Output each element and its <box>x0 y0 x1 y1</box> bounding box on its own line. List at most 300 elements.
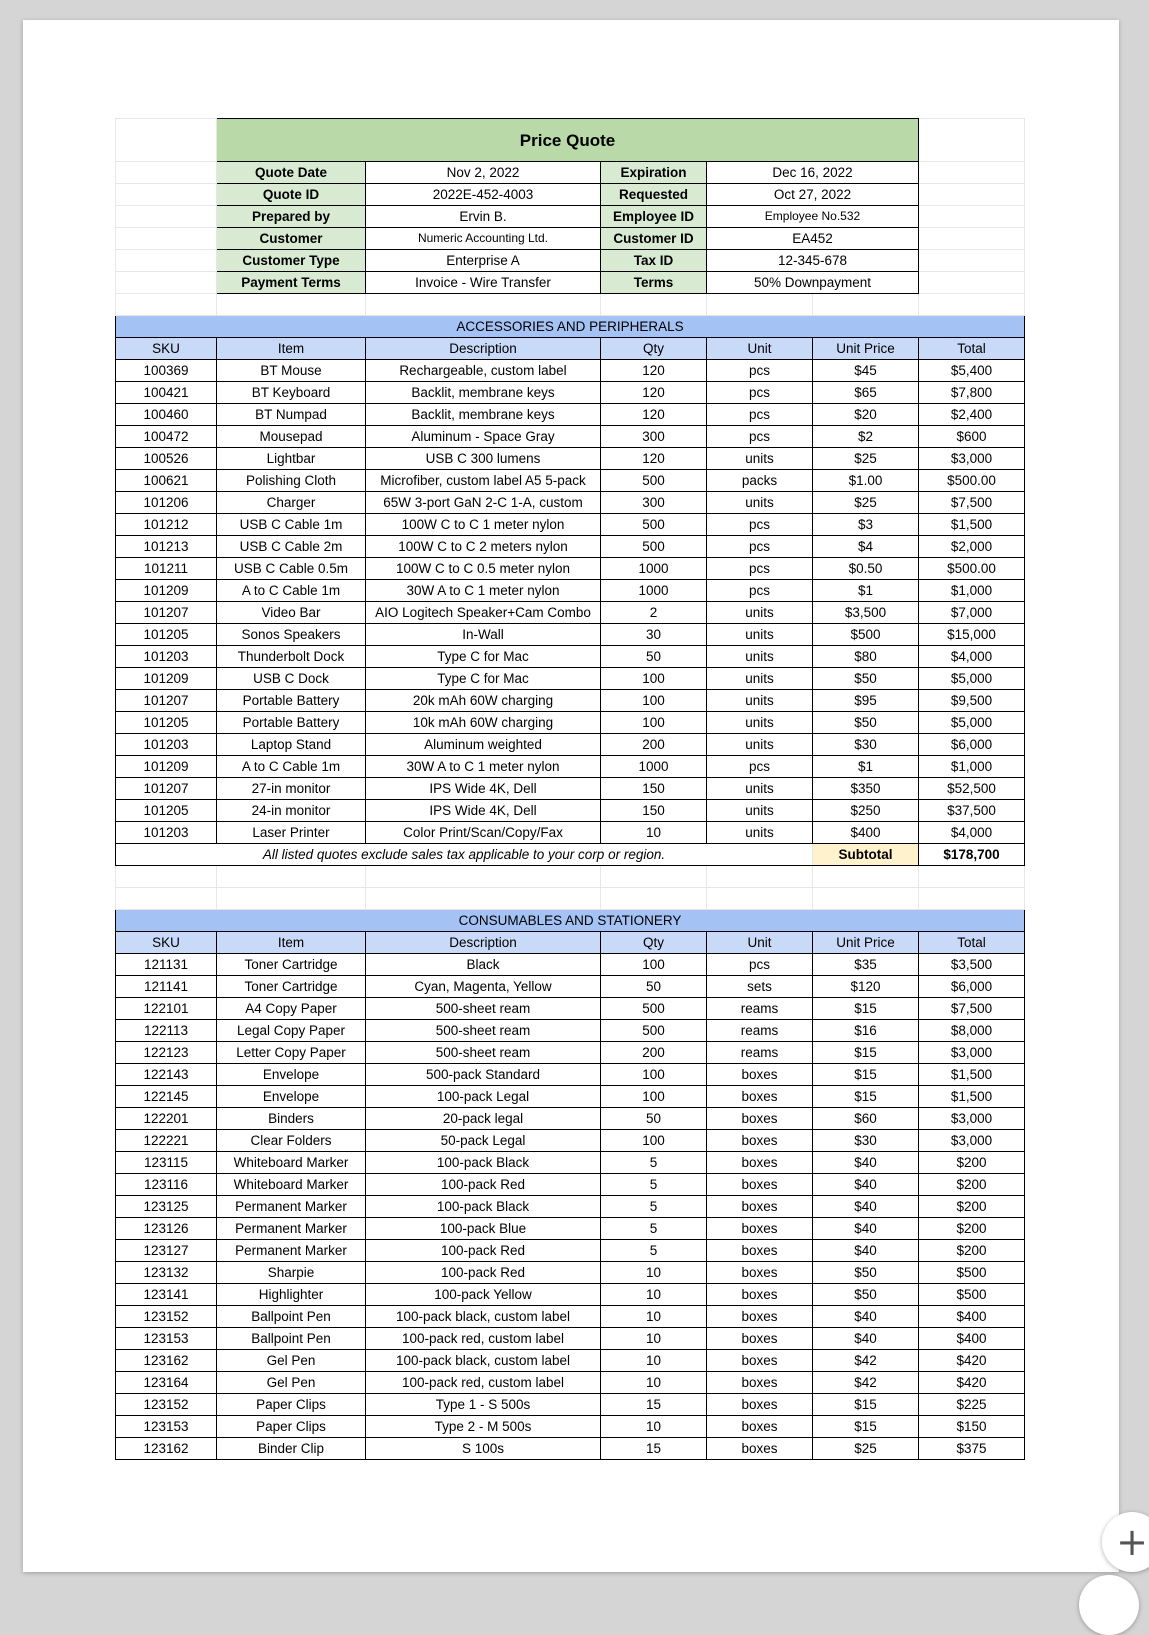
table-cell-unit[interactable]: boxes <box>707 1306 813 1328</box>
table-cell-unit-price[interactable]: $40 <box>813 1240 919 1262</box>
table-cell-unit[interactable]: boxes <box>707 1284 813 1306</box>
table-cell-sku[interactable]: 101205 <box>116 712 217 734</box>
table-cell-unit-price[interactable]: $1 <box>813 580 919 602</box>
column-header-qty[interactable]: Qty <box>601 932 707 954</box>
table-cell-description[interactable]: Aluminum weighted <box>366 734 601 756</box>
table-cell-unit-price[interactable]: $40 <box>813 1196 919 1218</box>
table-cell-item[interactable]: Permanent Marker <box>217 1240 366 1262</box>
table-cell-qty[interactable]: 100 <box>601 954 707 976</box>
table-cell-description[interactable]: 500-sheet ream <box>366 998 601 1020</box>
table-cell-unit[interactable]: boxes <box>707 1350 813 1372</box>
table-cell-description[interactable]: Backlit, membrane keys <box>366 382 601 404</box>
table-cell-item[interactable]: Gel Pen <box>217 1372 366 1394</box>
table-cell-total[interactable]: $200 <box>919 1174 1025 1196</box>
quote-info-value[interactable]: Numeric Accounting Ltd. <box>366 228 601 250</box>
table-cell-item[interactable]: Binder Clip <box>217 1438 366 1460</box>
table-cell-unit[interactable]: pcs <box>707 954 813 976</box>
table-cell-qty[interactable]: 2 <box>601 602 707 624</box>
table-cell-unit-price[interactable]: $0.50 <box>813 558 919 580</box>
tax-note[interactable]: All listed quotes exclude sales tax applicable to your corp or region. <box>116 844 813 866</box>
table-cell-unit-price[interactable]: $250 <box>813 800 919 822</box>
table-cell-sku[interactable]: 101207 <box>116 690 217 712</box>
table-cell-unit[interactable]: boxes <box>707 1108 813 1130</box>
table-cell-unit[interactable]: units <box>707 448 813 470</box>
table-cell-description[interactable]: Black <box>366 954 601 976</box>
table-cell-item[interactable]: Highlighter <box>217 1284 366 1306</box>
table-cell-total[interactable]: $2,000 <box>919 536 1025 558</box>
table-cell-unit-price[interactable]: $25 <box>813 1438 919 1460</box>
table-cell-unit[interactable]: packs <box>707 470 813 492</box>
table-cell-item[interactable]: Thunderbolt Dock <box>217 646 366 668</box>
table-cell-description[interactable]: 10k mAh 60W charging <box>366 712 601 734</box>
table-cell-total[interactable]: $500.00 <box>919 558 1025 580</box>
table-cell-total[interactable]: $52,500 <box>919 778 1025 800</box>
table-cell-total[interactable]: $7,500 <box>919 998 1025 1020</box>
table-cell-sku[interactable]: 101213 <box>116 536 217 558</box>
empty-cell[interactable] <box>919 162 1025 184</box>
subtotal-value[interactable]: $178,700 <box>919 844 1025 866</box>
table-cell-qty[interactable]: 5 <box>601 1240 707 1262</box>
table-cell-total[interactable]: $1,500 <box>919 1086 1025 1108</box>
table-cell-sku[interactable]: 123152 <box>116 1394 217 1416</box>
empty-cell[interactable] <box>217 866 366 888</box>
table-cell-qty[interactable]: 10 <box>601 1284 707 1306</box>
table-cell-qty[interactable]: 10 <box>601 1350 707 1372</box>
table-cell-total[interactable]: $500.00 <box>919 470 1025 492</box>
table-cell-item[interactable]: Video Bar <box>217 602 366 624</box>
table-cell-sku[interactable]: 123132 <box>116 1262 217 1284</box>
page-title[interactable]: Price Quote <box>217 119 919 162</box>
empty-cell[interactable] <box>813 294 919 316</box>
table-cell-total[interactable]: $1,000 <box>919 756 1025 778</box>
table-cell-sku[interactable]: 101205 <box>116 624 217 646</box>
quote-info-label[interactable]: Quote ID <box>217 184 366 206</box>
table-cell-unit-price[interactable]: $15 <box>813 1086 919 1108</box>
table-cell-item[interactable]: USB C Cable 1m <box>217 514 366 536</box>
quote-info-label[interactable]: Tax ID <box>601 250 707 272</box>
table-cell-unit[interactable]: units <box>707 668 813 690</box>
table-cell-unit[interactable]: pcs <box>707 514 813 536</box>
empty-cell[interactable] <box>919 250 1025 272</box>
table-cell-qty[interactable]: 10 <box>601 1306 707 1328</box>
table-cell-unit-price[interactable]: $15 <box>813 1042 919 1064</box>
empty-cell[interactable] <box>601 294 707 316</box>
table-cell-unit-price[interactable]: $30 <box>813 734 919 756</box>
table-cell-description[interactable]: 100-pack Red <box>366 1240 601 1262</box>
quote-info-label[interactable]: Customer <box>217 228 366 250</box>
table-cell-item[interactable]: Binders <box>217 1108 366 1130</box>
table-cell-total[interactable]: $400 <box>919 1328 1025 1350</box>
table-cell-unit-price[interactable]: $40 <box>813 1328 919 1350</box>
empty-cell[interactable] <box>116 866 217 888</box>
table-cell-sku[interactable]: 100472 <box>116 426 217 448</box>
table-cell-unit[interactable]: pcs <box>707 382 813 404</box>
table-cell-description[interactable]: 30W A to C 1 meter nylon <box>366 580 601 602</box>
quote-info-label[interactable]: Terms <box>601 272 707 294</box>
table-cell-description[interactable]: S 100s <box>366 1438 601 1460</box>
table-cell-item[interactable]: Sonos Speakers <box>217 624 366 646</box>
empty-cell[interactable] <box>366 294 601 316</box>
table-cell-sku[interactable]: 100369 <box>116 360 217 382</box>
table-cell-total[interactable]: $400 <box>919 1306 1025 1328</box>
accessories-section-title[interactable]: ACCESSORIES AND PERIPHERALS <box>116 316 1025 338</box>
empty-cell[interactable] <box>116 184 217 206</box>
table-cell-unit[interactable]: reams <box>707 1042 813 1064</box>
table-cell-qty[interactable]: 50 <box>601 1108 707 1130</box>
table-cell-qty[interactable]: 120 <box>601 382 707 404</box>
empty-cell[interactable] <box>366 866 601 888</box>
table-cell-sku[interactable]: 121131 <box>116 954 217 976</box>
empty-cell[interactable] <box>116 119 217 162</box>
table-cell-description[interactable]: Color Print/Scan/Copy/Fax <box>366 822 601 844</box>
table-cell-unit[interactable]: units <box>707 778 813 800</box>
column-header-unit-price[interactable]: Unit Price <box>813 932 919 954</box>
table-cell-qty[interactable]: 100 <box>601 712 707 734</box>
table-cell-total[interactable]: $3,000 <box>919 1042 1025 1064</box>
column-header-total[interactable]: Total <box>919 338 1025 360</box>
table-cell-total[interactable]: $3,000 <box>919 1130 1025 1152</box>
table-cell-qty[interactable]: 100 <box>601 690 707 712</box>
table-cell-qty[interactable]: 300 <box>601 492 707 514</box>
table-cell-item[interactable]: Laser Printer <box>217 822 366 844</box>
table-cell-unit[interactable]: units <box>707 800 813 822</box>
quote-info-value[interactable]: Dec 16, 2022 <box>707 162 919 184</box>
table-cell-unit[interactable]: pcs <box>707 580 813 602</box>
table-cell-total[interactable]: $3,000 <box>919 1108 1025 1130</box>
table-cell-qty[interactable]: 15 <box>601 1438 707 1460</box>
table-cell-unit-price[interactable]: $1.00 <box>813 470 919 492</box>
table-cell-qty[interactable]: 10 <box>601 1328 707 1350</box>
table-cell-sku[interactable]: 122143 <box>116 1064 217 1086</box>
table-cell-total[interactable]: $6,000 <box>919 976 1025 998</box>
table-cell-sku[interactable]: 122123 <box>116 1042 217 1064</box>
table-cell-item[interactable]: Gel Pen <box>217 1350 366 1372</box>
table-cell-item[interactable]: 24-in monitor <box>217 800 366 822</box>
table-cell-unit-price[interactable]: $42 <box>813 1372 919 1394</box>
table-cell-total[interactable]: $4,000 <box>919 822 1025 844</box>
table-cell-item[interactable]: BT Keyboard <box>217 382 366 404</box>
table-cell-unit[interactable]: sets <box>707 976 813 998</box>
empty-cell[interactable] <box>116 206 217 228</box>
table-cell-sku[interactable]: 123153 <box>116 1416 217 1438</box>
table-cell-unit-price[interactable]: $40 <box>813 1218 919 1240</box>
table-cell-unit[interactable]: pcs <box>707 558 813 580</box>
table-cell-sku[interactable]: 100421 <box>116 382 217 404</box>
table-cell-qty[interactable]: 30 <box>601 624 707 646</box>
table-cell-qty[interactable]: 120 <box>601 360 707 382</box>
table-cell-item[interactable]: USB C Cable 2m <box>217 536 366 558</box>
table-cell-unit[interactable]: units <box>707 712 813 734</box>
table-cell-unit-price[interactable]: $50 <box>813 668 919 690</box>
table-cell-unit[interactable]: boxes <box>707 1064 813 1086</box>
quote-info-label[interactable]: Customer Type <box>217 250 366 272</box>
table-cell-description[interactable]: 20k mAh 60W charging <box>366 690 601 712</box>
table-cell-item[interactable]: Permanent Marker <box>217 1196 366 1218</box>
column-header-item[interactable]: Item <box>217 338 366 360</box>
quote-info-value[interactable]: Oct 27, 2022 <box>707 184 919 206</box>
table-cell-item[interactable]: Ballpoint Pen <box>217 1306 366 1328</box>
quote-info-value[interactable]: Nov 2, 2022 <box>366 162 601 184</box>
table-cell-unit[interactable]: units <box>707 690 813 712</box>
table-cell-qty[interactable]: 500 <box>601 514 707 536</box>
table-cell-unit-price[interactable]: $3,500 <box>813 602 919 624</box>
table-cell-unit-price[interactable]: $1 <box>813 756 919 778</box>
table-cell-unit[interactable]: boxes <box>707 1218 813 1240</box>
table-cell-description[interactable]: 100W C to C 1 meter nylon <box>366 514 601 536</box>
empty-cell[interactable] <box>116 294 217 316</box>
table-cell-unit[interactable]: reams <box>707 998 813 1020</box>
table-cell-unit[interactable]: units <box>707 822 813 844</box>
table-cell-total[interactable]: $200 <box>919 1218 1025 1240</box>
table-cell-item[interactable]: Toner Cartridge <box>217 954 366 976</box>
table-cell-total[interactable]: $7,500 <box>919 492 1025 514</box>
table-cell-description[interactable]: 20-pack legal <box>366 1108 601 1130</box>
table-cell-sku[interactable]: 101205 <box>116 800 217 822</box>
table-cell-description[interactable]: Type 1 - S 500s <box>366 1394 601 1416</box>
column-header-item[interactable]: Item <box>217 932 366 954</box>
column-header-sku[interactable]: SKU <box>116 932 217 954</box>
table-cell-qty[interactable]: 150 <box>601 800 707 822</box>
table-cell-total[interactable]: $1,000 <box>919 580 1025 602</box>
table-cell-qty[interactable]: 120 <box>601 404 707 426</box>
table-cell-unit[interactable]: pcs <box>707 404 813 426</box>
table-cell-unit[interactable]: pcs <box>707 536 813 558</box>
table-cell-description[interactable]: Cyan, Magenta, Yellow <box>366 976 601 998</box>
table-cell-unit[interactable]: boxes <box>707 1328 813 1350</box>
table-cell-total[interactable]: $1,500 <box>919 514 1025 536</box>
empty-cell[interactable] <box>919 866 1025 888</box>
table-cell-description[interactable]: 100-pack Black <box>366 1152 601 1174</box>
empty-cell[interactable] <box>919 294 1025 316</box>
table-cell-total[interactable]: $225 <box>919 1394 1025 1416</box>
table-cell-item[interactable]: USB C Cable 0.5m <box>217 558 366 580</box>
table-cell-description[interactable]: 500-sheet ream <box>366 1042 601 1064</box>
empty-cell[interactable] <box>116 250 217 272</box>
table-cell-description[interactable]: 30W A to C 1 meter nylon <box>366 756 601 778</box>
table-cell-unit-price[interactable]: $20 <box>813 404 919 426</box>
table-cell-description[interactable]: 100-pack black, custom label <box>366 1350 601 1372</box>
table-cell-unit-price[interactable]: $45 <box>813 360 919 382</box>
table-cell-sku[interactable]: 123126 <box>116 1218 217 1240</box>
empty-cell[interactable] <box>707 866 813 888</box>
table-cell-description[interactable]: Microfiber, custom label A5 5-pack <box>366 470 601 492</box>
table-cell-description[interactable]: In-Wall <box>366 624 601 646</box>
table-cell-qty[interactable]: 500 <box>601 998 707 1020</box>
table-cell-sku[interactable]: 101203 <box>116 822 217 844</box>
table-cell-item[interactable]: Legal Copy Paper <box>217 1020 366 1042</box>
empty-cell[interactable] <box>919 184 1025 206</box>
table-cell-unit[interactable]: boxes <box>707 1174 813 1196</box>
add-button[interactable] <box>1102 1512 1149 1572</box>
table-cell-sku[interactable]: 122101 <box>116 998 217 1020</box>
table-cell-unit[interactable]: boxes <box>707 1130 813 1152</box>
table-cell-qty[interactable]: 5 <box>601 1218 707 1240</box>
table-cell-unit-price[interactable]: $40 <box>813 1174 919 1196</box>
table-cell-qty[interactable]: 100 <box>601 1086 707 1108</box>
table-cell-unit[interactable]: units <box>707 646 813 668</box>
table-cell-item[interactable]: Whiteboard Marker <box>217 1152 366 1174</box>
table-cell-total[interactable]: $3,000 <box>919 448 1025 470</box>
consumables-section-title[interactable]: CONSUMABLES AND STATIONERY <box>116 910 1025 932</box>
empty-cell[interactable] <box>217 888 366 910</box>
table-cell-qty[interactable]: 10 <box>601 1416 707 1438</box>
table-cell-sku[interactable]: 101209 <box>116 580 217 602</box>
table-cell-qty[interactable]: 120 <box>601 448 707 470</box>
table-cell-unit-price[interactable]: $15 <box>813 1394 919 1416</box>
table-cell-description[interactable]: 100-pack Yellow <box>366 1284 601 1306</box>
table-cell-unit-price[interactable]: $42 <box>813 1350 919 1372</box>
table-cell-total[interactable]: $2,400 <box>919 404 1025 426</box>
table-cell-total[interactable]: $4,000 <box>919 646 1025 668</box>
table-cell-total[interactable]: $420 <box>919 1350 1025 1372</box>
table-cell-unit-price[interactable]: $120 <box>813 976 919 998</box>
column-header-qty[interactable]: Qty <box>601 338 707 360</box>
table-cell-sku[interactable]: 123115 <box>116 1152 217 1174</box>
table-cell-unit-price[interactable]: $15 <box>813 998 919 1020</box>
table-cell-description[interactable]: Rechargeable, custom label <box>366 360 601 382</box>
table-cell-total[interactable]: $200 <box>919 1240 1025 1262</box>
empty-cell[interactable] <box>116 888 217 910</box>
empty-cell[interactable] <box>919 272 1025 294</box>
table-cell-sku[interactable]: 101203 <box>116 734 217 756</box>
table-cell-qty[interactable]: 500 <box>601 470 707 492</box>
table-cell-item[interactable]: Clear Folders <box>217 1130 366 1152</box>
table-cell-unit[interactable]: units <box>707 492 813 514</box>
table-cell-qty[interactable]: 100 <box>601 668 707 690</box>
table-cell-qty[interactable]: 50 <box>601 976 707 998</box>
table-cell-qty[interactable]: 10 <box>601 1262 707 1284</box>
table-cell-qty[interactable]: 10 <box>601 822 707 844</box>
table-cell-unit-price[interactable]: $40 <box>813 1306 919 1328</box>
table-cell-total[interactable]: $9,500 <box>919 690 1025 712</box>
table-cell-unit-price[interactable]: $500 <box>813 624 919 646</box>
table-cell-qty[interactable]: 200 <box>601 734 707 756</box>
table-cell-qty[interactable]: 5 <box>601 1152 707 1174</box>
column-header-unit-price[interactable]: Unit Price <box>813 338 919 360</box>
table-cell-unit-price[interactable]: $50 <box>813 1284 919 1306</box>
empty-cell[interactable] <box>919 119 1025 162</box>
empty-cell[interactable] <box>919 228 1025 250</box>
table-cell-sku[interactable]: 123162 <box>116 1350 217 1372</box>
table-cell-sku[interactable]: 123152 <box>116 1306 217 1328</box>
column-header-description[interactable]: Description <box>366 338 601 360</box>
table-cell-total[interactable]: $5,000 <box>919 668 1025 690</box>
table-cell-total[interactable]: $6,000 <box>919 734 1025 756</box>
quote-info-value[interactable]: EA452 <box>707 228 919 250</box>
table-cell-unit-price[interactable]: $50 <box>813 1262 919 1284</box>
table-cell-total[interactable]: $200 <box>919 1196 1025 1218</box>
table-cell-item[interactable]: Polishing Cloth <box>217 470 366 492</box>
table-cell-qty[interactable]: 150 <box>601 778 707 800</box>
table-cell-sku[interactable]: 101212 <box>116 514 217 536</box>
table-cell-unit-price[interactable]: $15 <box>813 1064 919 1086</box>
column-header-total[interactable]: Total <box>919 932 1025 954</box>
table-cell-total[interactable]: $200 <box>919 1152 1025 1174</box>
table-cell-description[interactable]: IPS Wide 4K, Dell <box>366 778 601 800</box>
table-cell-description[interactable]: Backlit, membrane keys <box>366 404 601 426</box>
empty-cell[interactable] <box>601 866 707 888</box>
table-cell-unit-price[interactable]: $80 <box>813 646 919 668</box>
table-cell-qty[interactable]: 1000 <box>601 756 707 778</box>
table-cell-qty[interactable]: 50 <box>601 646 707 668</box>
quote-info-value[interactable]: Ervin B. <box>366 206 601 228</box>
table-cell-item[interactable]: A4 Copy Paper <box>217 998 366 1020</box>
table-cell-sku[interactable]: 100460 <box>116 404 217 426</box>
empty-cell[interactable] <box>813 866 919 888</box>
table-cell-unit-price[interactable]: $95 <box>813 690 919 712</box>
table-cell-item[interactable]: A to C Cable 1m <box>217 580 366 602</box>
quote-info-value[interactable]: 12-345-678 <box>707 250 919 272</box>
table-cell-total[interactable]: $5,400 <box>919 360 1025 382</box>
table-cell-unit-price[interactable]: $15 <box>813 1416 919 1438</box>
table-cell-qty[interactable]: 1000 <box>601 558 707 580</box>
table-cell-qty[interactable]: 5 <box>601 1174 707 1196</box>
table-cell-sku[interactable]: 123164 <box>116 1372 217 1394</box>
table-cell-description[interactable]: 100-pack red, custom label <box>366 1328 601 1350</box>
empty-cell[interactable] <box>116 228 217 250</box>
table-cell-unit-price[interactable]: $40 <box>813 1152 919 1174</box>
quote-info-label[interactable]: Expiration <box>601 162 707 184</box>
table-cell-item[interactable]: Paper Clips <box>217 1394 366 1416</box>
table-cell-unit-price[interactable]: $35 <box>813 954 919 976</box>
table-cell-qty[interactable]: 5 <box>601 1196 707 1218</box>
table-cell-unit-price[interactable]: $25 <box>813 448 919 470</box>
table-cell-sku[interactable]: 101206 <box>116 492 217 514</box>
table-cell-item[interactable]: BT Numpad <box>217 404 366 426</box>
table-cell-description[interactable]: USB C 300 lumens <box>366 448 601 470</box>
table-cell-unit[interactable]: pcs <box>707 756 813 778</box>
table-cell-unit-price[interactable]: $25 <box>813 492 919 514</box>
empty-cell[interactable] <box>601 888 707 910</box>
quote-info-label[interactable]: Customer ID <box>601 228 707 250</box>
table-cell-item[interactable]: Toner Cartridge <box>217 976 366 998</box>
table-cell-sku[interactable]: 123125 <box>116 1196 217 1218</box>
table-cell-item[interactable]: Envelope <box>217 1064 366 1086</box>
table-cell-description[interactable]: 100-pack Red <box>366 1262 601 1284</box>
table-cell-description[interactable]: AIO Logitech Speaker+Cam Combo <box>366 602 601 624</box>
secondary-floating-button[interactable] <box>1079 1575 1139 1635</box>
table-cell-total[interactable]: $8,000 <box>919 1020 1025 1042</box>
table-cell-unit[interactable]: pcs <box>707 360 813 382</box>
quote-info-label[interactable]: Prepared by <box>217 206 366 228</box>
table-cell-description[interactable]: 100-pack Legal <box>366 1086 601 1108</box>
table-cell-description[interactable]: 50-pack Legal <box>366 1130 601 1152</box>
table-cell-sku[interactable]: 101211 <box>116 558 217 580</box>
table-cell-item[interactable]: BT Mouse <box>217 360 366 382</box>
quote-info-label[interactable]: Payment Terms <box>217 272 366 294</box>
table-cell-unit-price[interactable]: $2 <box>813 426 919 448</box>
table-cell-total[interactable]: $420 <box>919 1372 1025 1394</box>
table-cell-item[interactable]: Portable Battery <box>217 712 366 734</box>
table-cell-sku[interactable]: 121141 <box>116 976 217 998</box>
table-cell-qty[interactable]: 10 <box>601 1372 707 1394</box>
table-cell-item[interactable]: Permanent Marker <box>217 1218 366 1240</box>
table-cell-description[interactable]: Aluminum - Space Gray <box>366 426 601 448</box>
subtotal-label[interactable]: Subtotal <box>813 844 919 866</box>
table-cell-unit[interactable]: boxes <box>707 1152 813 1174</box>
table-cell-description[interactable]: 100W C to C 0.5 meter nylon <box>366 558 601 580</box>
empty-cell[interactable] <box>707 888 813 910</box>
table-cell-description[interactable]: 500-sheet ream <box>366 1020 601 1042</box>
table-cell-total[interactable]: $5,000 <box>919 712 1025 734</box>
table-cell-total[interactable]: $37,500 <box>919 800 1025 822</box>
quote-info-value[interactable]: 2022E-452-4003 <box>366 184 601 206</box>
table-cell-sku[interactable]: 101207 <box>116 602 217 624</box>
table-cell-description[interactable]: Type C for Mac <box>366 646 601 668</box>
table-cell-item[interactable]: Sharpie <box>217 1262 366 1284</box>
table-cell-qty[interactable]: 100 <box>601 1130 707 1152</box>
table-cell-unit-price[interactable]: $50 <box>813 712 919 734</box>
